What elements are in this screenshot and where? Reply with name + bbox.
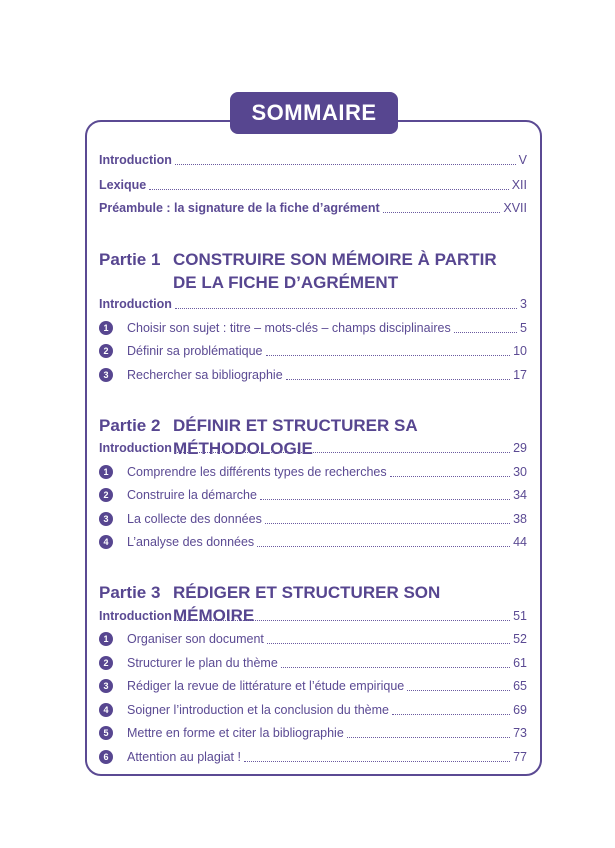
chapter-number-badge: 1 [99, 321, 113, 335]
toc-page-number: 51 [513, 609, 527, 623]
toc-entry-lexique[interactable] [99, 175, 527, 195]
part-1-chapter-2[interactable] [99, 341, 527, 361]
toc-entry-introduction[interactable] [99, 150, 527, 170]
toc-entry-preambule[interactable] [99, 198, 527, 218]
toc-page-number: 30 [513, 465, 527, 479]
dot-leader [260, 499, 510, 500]
toc-entry-label: Structurer le plan du thème [127, 656, 278, 670]
part-3-chapter-4[interactable] [99, 700, 527, 720]
toc-entry-label: L’analyse des données [127, 535, 255, 549]
chapter-number-badge: 2 [99, 344, 113, 358]
chapter-number-badge: 2 [99, 656, 113, 670]
dot-leader [390, 476, 510, 477]
toc-page-number: 44 [513, 535, 527, 549]
chapter-number-badge: 1 [99, 465, 113, 479]
toc-entry-label: Attention au plagiat ! [127, 750, 241, 764]
toc-page-number: 3 [520, 297, 527, 311]
toc-entry-label: Mettre en forme et citer la bibliographie [127, 726, 344, 740]
dot-leader [175, 620, 510, 621]
part-3-chapter-1[interactable] [99, 629, 527, 649]
toc-page-number: 10 [513, 344, 527, 358]
toc-entry-label: Introduction [99, 441, 172, 455]
toc-page-number: XVII [503, 201, 527, 215]
dot-leader [175, 308, 517, 309]
chapter-number-badge: 6 [99, 750, 113, 764]
dot-leader [149, 189, 508, 190]
toc-page-number: 34 [513, 488, 527, 502]
toc-page-number: 77 [513, 750, 527, 764]
part-title: CONSTRUIRE SON MÉMOIRE À PARTIR DE LA FICHE D’AGRÉMENT [173, 250, 497, 292]
chapter-number-badge: 4 [99, 535, 113, 549]
part-3-chapter-6[interactable] [99, 747, 527, 767]
part-3-chapter-3[interactable] [99, 676, 527, 696]
dot-leader [407, 690, 510, 691]
dot-leader [257, 546, 510, 547]
toc-entry-label: Introduction [99, 609, 172, 623]
toc-entry-label: Lexique [99, 178, 147, 192]
toc-page-number: 17 [513, 368, 527, 382]
toc-page-number: 61 [513, 656, 527, 670]
dot-leader [175, 164, 516, 165]
dot-leader [265, 523, 510, 524]
dot-leader [454, 332, 517, 333]
page-title: SOMMAIRE [230, 92, 398, 134]
chapter-number-badge: 3 [99, 679, 113, 693]
part-3-introduction[interactable] [99, 606, 527, 626]
toc-page-number: 5 [520, 321, 527, 335]
dot-leader [267, 643, 510, 644]
toc-entry-label: Définir sa problématique [127, 344, 263, 358]
part-number: Partie 1 [99, 250, 161, 269]
toc-page-number: 38 [513, 512, 527, 526]
chapter-number-badge: 2 [99, 488, 113, 502]
toc-entry-label: Préambule : la signature de la fiche d’agrément [99, 201, 380, 215]
dot-leader [266, 355, 511, 356]
toc-page-number: 65 [513, 679, 527, 693]
chapter-number-badge: 3 [99, 368, 113, 382]
chapter-number-badge: 5 [99, 726, 113, 740]
part-2-chapter-1[interactable] [99, 462, 527, 482]
part-number: Partie 3 [99, 583, 161, 602]
part-2-introduction[interactable] [99, 438, 527, 458]
dot-leader [244, 761, 510, 762]
dot-leader [286, 379, 510, 380]
toc-entry-label: Introduction [99, 153, 172, 167]
part-title: RÉDIGER ET STRUCTURER SON MÉMOIRE [173, 583, 441, 625]
part-2-chapter-3[interactable] [99, 509, 527, 529]
toc-entry-label: Organiser son document [127, 632, 264, 646]
toc-entry-label: La collecte des données [127, 512, 262, 526]
part-1-heading [99, 248, 527, 294]
dot-leader [347, 737, 510, 738]
dot-leader [281, 667, 510, 668]
chapter-number-badge: 4 [99, 703, 113, 717]
chapter-number-badge: 3 [99, 512, 113, 526]
toc-entry-label: Soigner l’introduction et la conclusion du thème [127, 703, 389, 717]
toc-page-number: 52 [513, 632, 527, 646]
part-2-chapter-2[interactable] [99, 485, 527, 505]
toc-entry-label: Introduction [99, 297, 172, 311]
part-3-chapter-5[interactable] [99, 723, 527, 743]
part-title: DÉFINIR ET STRUCTURER SA MÉTHODOLOGIE [173, 416, 417, 458]
part-1-chapter-1[interactable] [99, 318, 527, 338]
dot-leader [392, 714, 510, 715]
dot-leader [383, 212, 501, 213]
toc-entry-label: Comprendre les différents types de recherches [127, 465, 387, 479]
toc-entry-label: Construire la démarche [127, 488, 257, 502]
toc-page-number: XII [511, 178, 527, 192]
part-1-chapter-3[interactable] [99, 365, 527, 385]
toc-page-number: 73 [513, 726, 527, 740]
part-2-chapter-4[interactable] [99, 532, 527, 552]
part-number: Partie 2 [99, 416, 161, 435]
dot-leader [175, 452, 510, 453]
toc-entry-label: Choisir son sujet : titre – mots-clés – champs disciplinaires [127, 321, 451, 335]
toc-entry-label: Rechercher sa bibliographie [127, 368, 283, 382]
part-3-chapter-2[interactable] [99, 653, 527, 673]
toc-page-number: V [518, 153, 527, 167]
part-1-introduction[interactable] [99, 294, 527, 314]
toc-entry-label: Rédiger la revue de littérature et l’étude empirique [127, 679, 405, 693]
toc-page-number: 29 [513, 441, 527, 455]
chapter-number-badge: 1 [99, 632, 113, 646]
toc-page-number: 69 [513, 703, 527, 717]
